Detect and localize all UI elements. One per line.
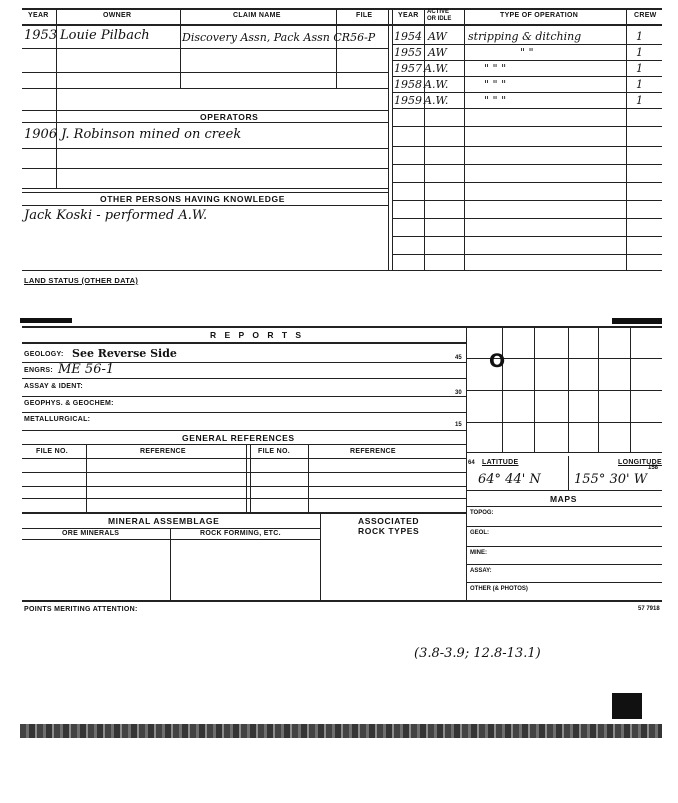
operators-title: OPERATORS	[200, 112, 259, 122]
operation-status: AW	[428, 46, 447, 59]
other-persons-note: Jack Koski - performed A.W.	[24, 208, 208, 223]
mine-label: MINE:	[470, 550, 487, 556]
points-meriting-label: POINTS MERITING ATTENTION:	[24, 606, 138, 613]
operation-crew: 1	[636, 78, 643, 91]
scan-bar-right	[612, 318, 662, 324]
general-references-title: GENERAL REFERENCES	[182, 433, 295, 443]
engrs-value: ME 56-1	[58, 362, 115, 377]
metallurgical-label: METALLURGICAL:	[24, 416, 91, 423]
operation-crew: 1	[636, 94, 643, 107]
ref-reference-header: REFERENCE	[140, 448, 186, 455]
operation-status: A.W.	[424, 78, 449, 91]
operation-status: A.W.	[424, 62, 449, 75]
assay-ident-label: ASSAY & IDENT:	[24, 383, 84, 390]
operation-year: 1954	[394, 30, 422, 43]
operators-note: 1906 J. Robinson mined on creek	[24, 127, 242, 142]
geology-label: GEOLOGY:	[24, 351, 64, 358]
topog-label: TOPOG:	[470, 510, 494, 516]
assay-map-label: ASSAY:	[470, 568, 492, 574]
header-active: ACTIVE	[427, 9, 450, 15]
maps-title: MAPS	[550, 494, 577, 504]
header-or-idle: OR IDLE	[427, 16, 452, 22]
operation-type: " " "	[484, 62, 507, 75]
operation-year: 1957	[394, 62, 422, 75]
operation-crew: 1	[636, 62, 643, 75]
operation-type: " "	[520, 46, 534, 59]
geology-value: See Reverse Side	[72, 347, 177, 360]
rock-types-label: ROCK TYPES	[358, 526, 420, 536]
scan-block	[612, 693, 642, 719]
operation-year: 1955	[394, 46, 422, 59]
scale-30: 30	[455, 390, 462, 396]
ore-minerals-header: ORE MINERALS	[62, 530, 120, 537]
latitude-label: LATITUDE	[482, 459, 519, 466]
longitude-suffix: 158	[648, 465, 659, 471]
other-persons-title: OTHER PERSONS HAVING KNOWLEDGE	[100, 194, 286, 204]
form-number: 57 7918	[638, 606, 660, 612]
operation-type: " " "	[484, 94, 507, 107]
geophys-geochem-label: GEOPHYS. & GEOCHEM:	[24, 400, 114, 407]
reports-title: R E P O R T S	[210, 330, 305, 340]
operation-status: AW	[428, 30, 447, 43]
longitude-value: 155° 30' W	[574, 472, 648, 487]
operation-crew: 1	[636, 46, 643, 59]
other-photos-label: OTHER (& PHOTOS)	[470, 586, 528, 592]
handwritten-range-note: (3.8-3.9; 12.8-13.1)	[414, 646, 541, 661]
scan-edge-bar	[20, 724, 662, 738]
longitude-label: LONGITUDE	[618, 459, 662, 466]
geol-label: GEOL:	[470, 530, 489, 536]
header-file: FILE	[356, 12, 373, 19]
scale-45: 45	[455, 355, 462, 361]
header-owner: OWNER	[103, 12, 132, 19]
latitude-value: 64° 44' N	[478, 472, 541, 487]
owner-name: Louie Pilbach	[60, 28, 150, 43]
associated-label: ASSOCIATED	[358, 516, 420, 526]
scale-15: 15	[455, 422, 462, 428]
owner-year: 1953	[24, 28, 58, 43]
operation-year: 1958	[394, 78, 422, 91]
ref-file-no-header: FILE NO.	[36, 448, 68, 455]
operation-crew: 1	[636, 30, 643, 43]
rock-forming-header: ROCK FORMING, ETC.	[200, 530, 281, 537]
mineral-assemblage-title: MINERAL ASSEMBLAGE	[108, 516, 220, 526]
land-status-label: LAND STATUS (OTHER DATA)	[24, 276, 139, 285]
scan-bar-left	[20, 318, 72, 323]
ref-file-no-header-2: FILE NO.	[258, 448, 290, 455]
header-year: YEAR	[28, 12, 49, 19]
operation-year: 1959	[394, 94, 422, 107]
latitude-prefix: 64	[468, 460, 475, 466]
grid-location-mark: O	[489, 350, 506, 372]
operation-status: A.W.	[424, 94, 449, 107]
engrs-label: ENGRS:	[24, 367, 54, 374]
header-claim-name: CLAIM NAME	[233, 12, 281, 19]
header-type-of-operation: TYPE OF OPERATION	[500, 12, 579, 19]
header-year-2: YEAR	[398, 12, 419, 19]
ref-reference-header-2: REFERENCE	[350, 448, 396, 455]
operation-type: stripping & ditching	[468, 30, 582, 43]
header-crew: CREW	[634, 12, 657, 19]
claim-name: Discovery Assn, Pack Assn CR56-P	[182, 31, 376, 44]
operation-type: " " "	[484, 78, 507, 91]
